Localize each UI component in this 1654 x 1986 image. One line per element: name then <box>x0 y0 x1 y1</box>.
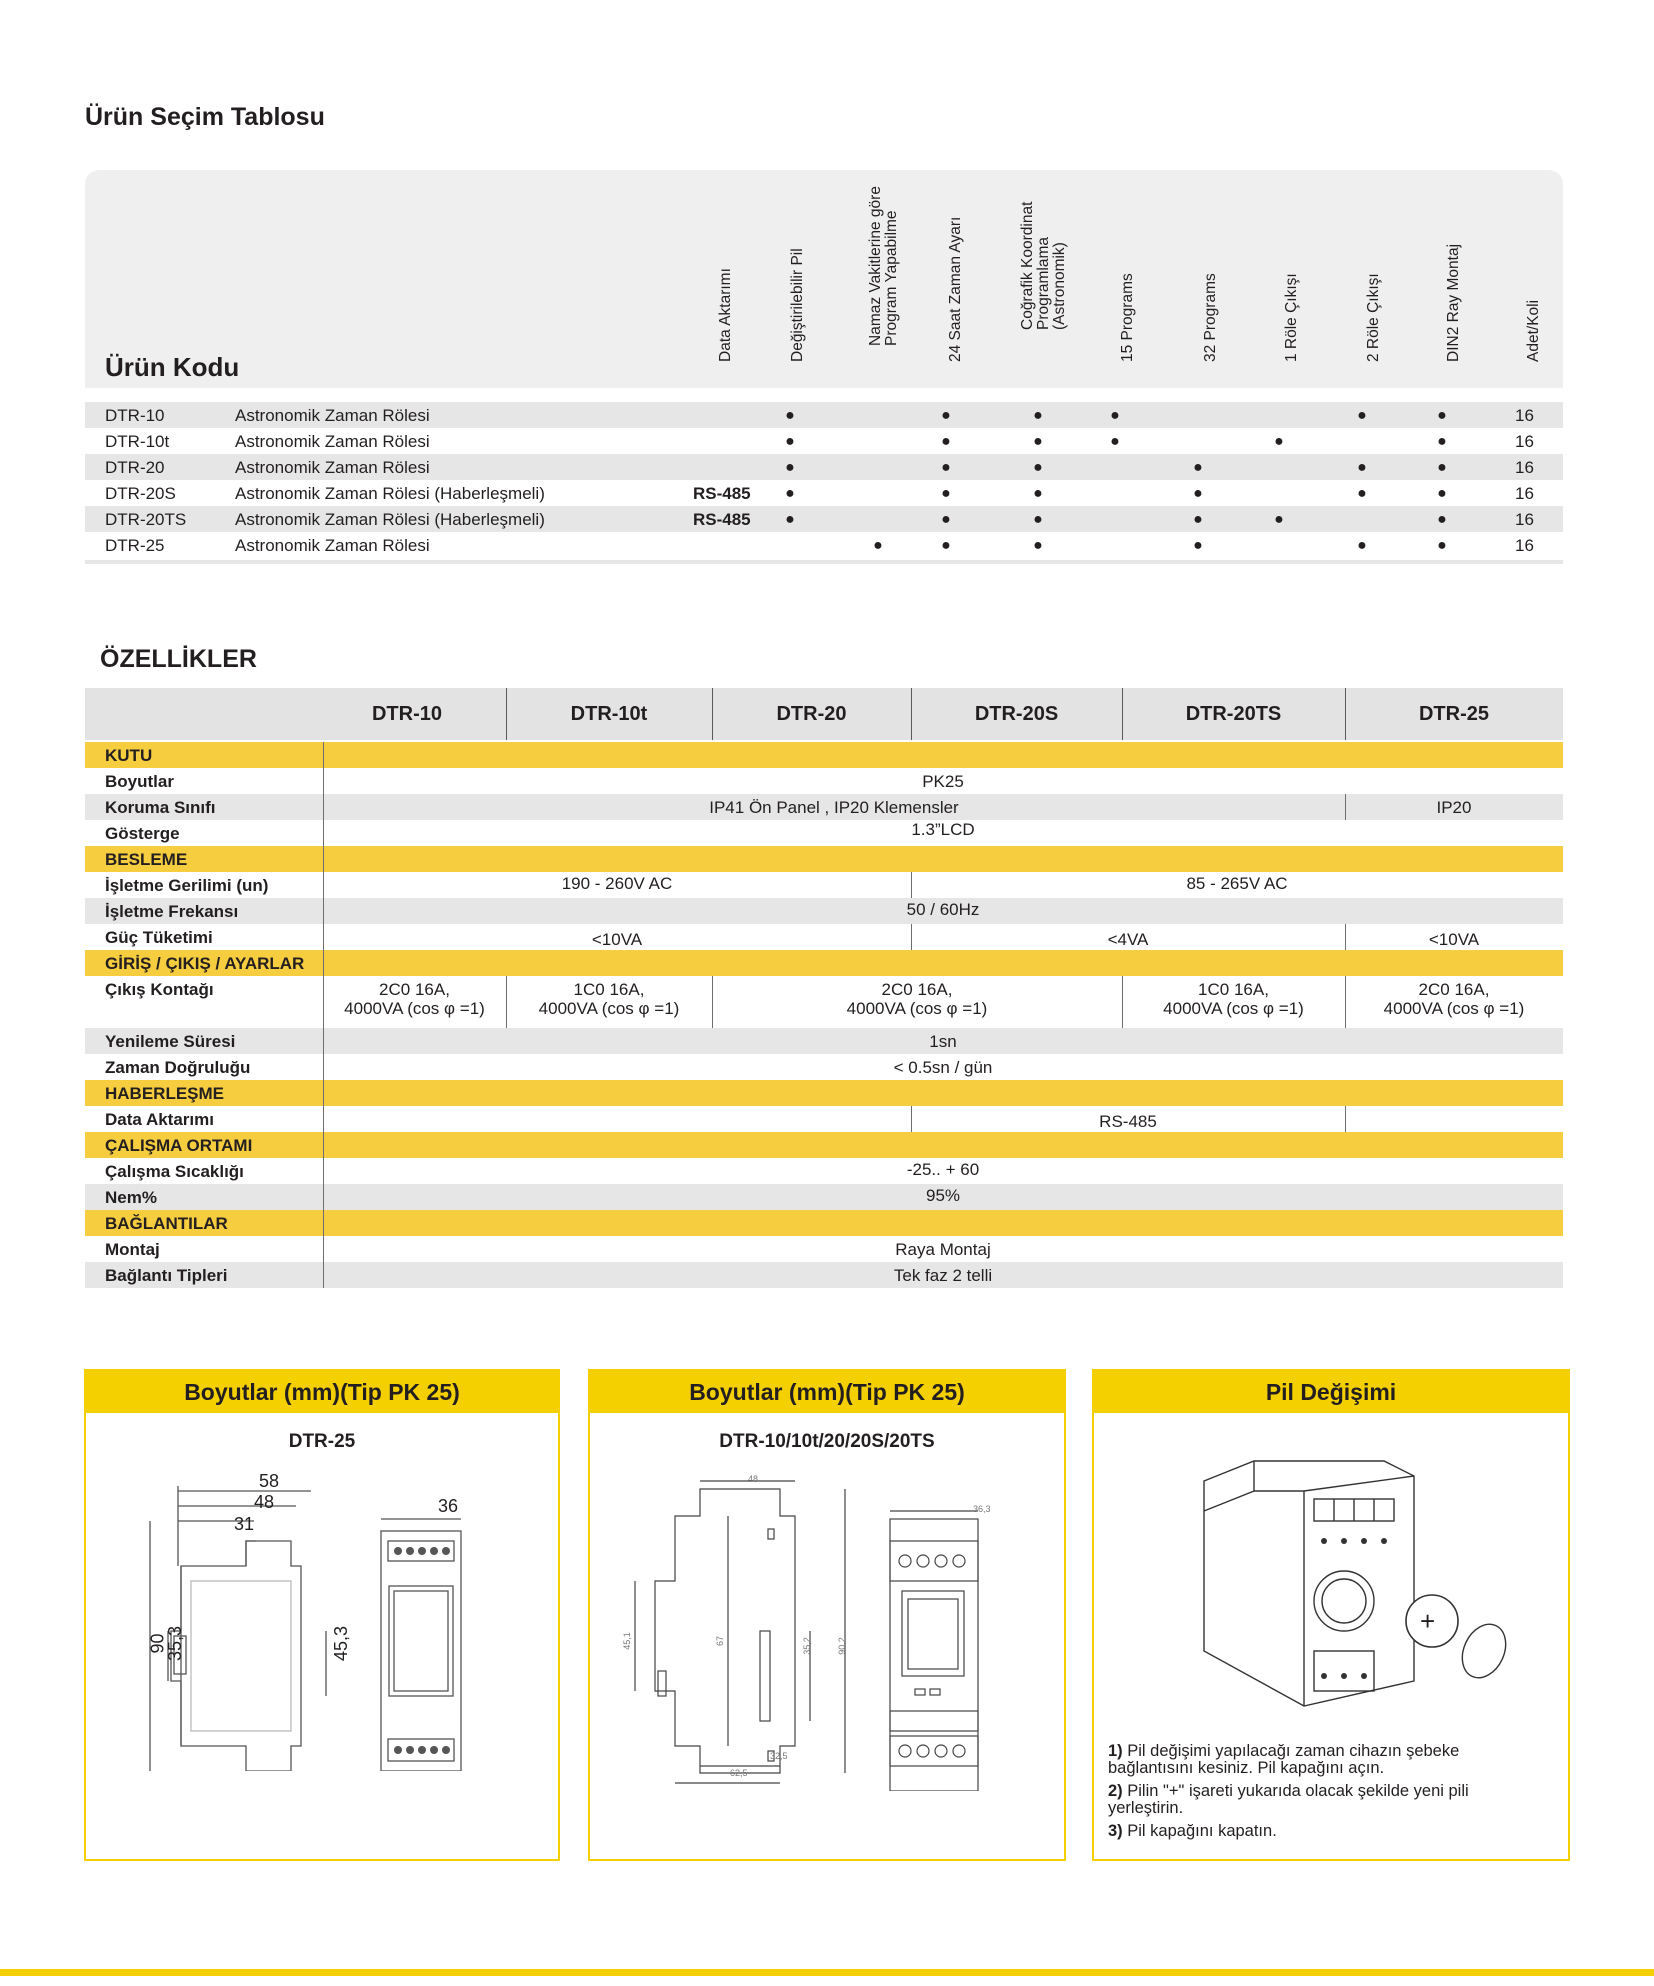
product-name: Astronomik Zaman Rölesi <box>235 458 430 477</box>
feature-dot-saat24: ● <box>941 511 951 528</box>
dim-45-1: 45,1 <box>621 1632 632 1650</box>
qty-per-box: 16 <box>1515 432 1534 451</box>
feature-dot-role2: ● <box>1357 407 1367 424</box>
row-gerilim: İşletme Gerilimi (un) 190 - 260V AC 85 - 265V AC <box>85 872 1563 898</box>
guc-b-value: <4VA <box>1107 930 1149 949</box>
feature-dot-cografik: ● <box>1033 433 1043 450</box>
dim-36-3: 36,3 <box>973 1504 991 1514</box>
montaj-value: Raya Montaj <box>895 1240 991 1259</box>
product-code: DTR-25 <box>105 536 165 555</box>
feature-dot-namaz: ● <box>873 537 883 554</box>
feature-dot-cografik: ● <box>1033 537 1043 554</box>
model-dtr-25: DTR-25 <box>1418 702 1489 725</box>
specs-title: ÖZELLİKLER <box>100 645 257 673</box>
dogruluk-value: < 0.5sn / gün <box>893 1058 993 1077</box>
table-row <box>85 532 1563 558</box>
product-name: Astronomik Zaman Rölesi <box>235 432 430 451</box>
section-baglantilar: BAĞLANTILAR <box>85 1210 1563 1236</box>
feature-dot-p32: ● <box>1193 511 1203 528</box>
row-yenileme: Yenileme Süresi 1sn <box>85 1028 1563 1054</box>
koruma-dtr25-value: IP20 <box>1436 798 1472 817</box>
feature-dot-pil: ● <box>785 407 795 424</box>
section-calisma: ÇALIŞMA ORTAMI <box>85 1132 1563 1158</box>
qty-per-box: 16 <box>1515 510 1534 529</box>
feature-dot-saat24: ● <box>941 537 951 554</box>
cikis-divider-1 <box>506 976 507 1028</box>
feature-dot-pil: ● <box>785 459 795 476</box>
product-code: DTR-10t <box>105 432 170 451</box>
guc-divider-1 <box>911 924 912 950</box>
product-code: DTR-10 <box>105 406 165 425</box>
table-row <box>85 454 1563 480</box>
table-row <box>85 480 1563 506</box>
box3-title: Pil Değişimi <box>1094 1371 1568 1413</box>
row-gosterge: Gösterge 1.3”LCD <box>85 820 1563 846</box>
product-code-header: Ürün Kodu <box>105 352 240 382</box>
feature-dot-role2: ● <box>1357 459 1367 476</box>
feature-dot-pil: ● <box>785 511 795 528</box>
box2-subtitle: DTR-10/10t/20/20S/20TS <box>719 1431 935 1452</box>
boyutlar-value: PK25 <box>922 772 964 791</box>
data-divider-2 <box>1345 1106 1346 1132</box>
qty-per-box: 16 <box>1515 536 1534 555</box>
row-dogruluk: Zaman Doğruluğu < 0.5sn / gün <box>85 1054 1563 1080</box>
dim-35-3: 35,3 <box>165 1625 186 1662</box>
cikis-divider-3 <box>1122 976 1123 1028</box>
feature-dot-p32: ● <box>1193 459 1203 476</box>
gerilim-a-value: 190 - 260V AC <box>561 874 673 893</box>
specs-header <box>85 688 1563 740</box>
box1-subtitle: DTR-25 <box>288 1431 356 1452</box>
table-row <box>85 428 1563 454</box>
feature-dot-role1: ● <box>1274 433 1284 450</box>
feature-dot-role2: ● <box>1357 537 1367 554</box>
guc-a-value: <10VA <box>591 930 643 949</box>
dim-48: 48 <box>748 1474 759 1484</box>
koruma-divider <box>1345 794 1346 820</box>
row-montaj: Montaj Raya Montaj <box>85 1236 1563 1262</box>
step-2: 2) Pilin "+" işareti yukarıda olacak şekilde yeni pili yerleştirin. <box>1108 1782 1469 1817</box>
dim-35-2: 35,2 <box>801 1637 812 1655</box>
plus-sign: + <box>1420 1606 1436 1636</box>
selection-bottom-border <box>85 560 1563 564</box>
data-transfer-value: RS-485 <box>693 510 751 529</box>
model-dtr-20s: DTR-20S <box>974 702 1059 725</box>
model-dtr-20ts: DTR-20TS <box>1185 702 1282 725</box>
sicaklik-value: -25.. + 60 <box>906 1160 980 1179</box>
product-name: Astronomik Zaman Rölesi <box>235 536 430 555</box>
gerilim-divider <box>911 872 912 898</box>
feature-dot-pil: ● <box>785 485 795 502</box>
cikis-divider-2 <box>712 976 713 1028</box>
battery-change-box <box>1092 1369 1570 1861</box>
feature-dot-saat24: ● <box>941 407 951 424</box>
gerilim-b-value: 85 - 265V AC <box>1186 874 1288 893</box>
table-row <box>85 402 1563 428</box>
selection-header <box>85 170 1563 388</box>
data-divider-1 <box>911 1106 912 1132</box>
product-name: Astronomik Zaman Rölesi <box>235 406 430 425</box>
section-haberlesme: HABERLEŞME <box>85 1080 1563 1106</box>
dim-31: 31 <box>234 1514 255 1534</box>
model-dtr-10t: DTR-10t <box>570 702 648 725</box>
yenileme-value: 1sn <box>929 1032 957 1051</box>
qty-per-box: 16 <box>1515 458 1534 477</box>
feature-dot-din: ● <box>1437 459 1447 476</box>
product-name: Astronomik Zaman Rölesi (Haberleşmeli) <box>235 484 545 503</box>
dtr25-dimension-drawing <box>136 1471 556 1771</box>
koruma-value: IP41 Ön Panel , IP20 Klemensler <box>709 798 959 817</box>
cikis-dtr10t: 1C0 16A, 4000VA (cos φ =1) <box>538 980 680 1018</box>
feature-dot-pil: ● <box>785 433 795 450</box>
dim-36: 36 <box>438 1496 459 1516</box>
feature-dot-saat24: ● <box>941 433 951 450</box>
feature-dot-cografik: ● <box>1033 407 1043 424</box>
step-1: 1) Pil değişimi yapılacağı zaman cihazın şebeke bağlantısını kesiniz. Pil kapağını açın. <box>1108 1742 1460 1777</box>
feature-dot-p15: ● <box>1110 407 1120 424</box>
row-cikis: Çıkış Kontağı 2C0 16A, 4000VA (cos φ =1) 1C0 16A, 4000VA (cos φ =1) 2C0 16A, 4000VA (cos φ =1) 1C0 16A, 4000VA (cos φ =1) 2C0 16A, 4000VA (cos φ =1) <box>85 976 1563 1028</box>
dim-90: 90 <box>147 1633 168 1654</box>
feature-dot-saat24: ● <box>941 485 951 502</box>
cikis-dtr25: 2C0 16A, 4000VA (cos φ =1) <box>1383 980 1525 1018</box>
row-sicaklik: Çalışma Sıcaklığı -25.. + 60 <box>85 1158 1563 1184</box>
feature-dot-din: ● <box>1437 485 1447 502</box>
feature-dot-cografik: ● <box>1033 511 1043 528</box>
row-guc: Güç Tüketimi <10VA <4VA <10VA <box>85 924 1563 950</box>
dim-62-5: 62,5 <box>730 1768 748 1778</box>
feature-dot-p32: ● <box>1193 537 1203 554</box>
cikis-divider-4 <box>1345 976 1346 1028</box>
footer-yellow-bar <box>0 1969 1654 1976</box>
frekans-value: 50 / 60Hz <box>906 900 980 919</box>
data-transfer-value: RS-485 <box>693 484 751 503</box>
feature-dot-din: ● <box>1437 511 1447 528</box>
product-code: DTR-20TS <box>105 510 187 529</box>
table-row <box>85 506 1563 532</box>
feature-dot-din: ● <box>1437 537 1447 554</box>
product-code: DTR-20S <box>105 484 176 503</box>
dim-45-3: 45,3 <box>331 1625 352 1662</box>
product-name: Astronomik Zaman Rölesi (Haberleşmeli) <box>235 510 545 529</box>
dimensions-box-dtr10-20 <box>588 1369 1066 1861</box>
dtr10-dimension-drawing <box>620 1471 1040 1791</box>
feature-dot-din: ● <box>1437 407 1447 424</box>
feature-dot-din: ● <box>1437 433 1447 450</box>
label-column-divider <box>323 742 324 1288</box>
guc-divider-2 <box>1345 924 1346 950</box>
step-3: 3) Pil kapağını kapatın. <box>1108 1822 1277 1840</box>
row-frekans: İşletme Frekansı 50 / 60Hz <box>85 898 1563 924</box>
cikis-dtr10: 2C0 16A, 4000VA (cos φ =1) <box>344 980 485 1018</box>
qty-per-box: 16 <box>1515 484 1534 503</box>
feature-dot-role1: ● <box>1274 511 1284 528</box>
feature-dot-role2: ● <box>1357 485 1367 502</box>
feature-dot-p32: ● <box>1193 485 1203 502</box>
feature-dot-saat24: ● <box>941 459 951 476</box>
gosterge-value: 1.3”LCD <box>911 820 975 839</box>
section-besleme: BESLEME <box>85 846 1563 872</box>
row-nem: Nem% 95% <box>85 1184 1563 1210</box>
section-giris: GİRİŞ / ÇIKIŞ / AYARLAR <box>85 950 1563 976</box>
box2-title: Boyutlar (mm)(Tip PK 25) <box>590 1371 1064 1413</box>
section-kutu: KUTU <box>85 742 1563 768</box>
dim-67: 67 <box>715 1635 726 1647</box>
data-aktarimi-value: RS-485 <box>1099 1112 1157 1131</box>
row-data-aktarimi: Data Aktarımı RS-485 <box>85 1106 1563 1132</box>
cikis-dtr20ts: 1C0 16A, 4000VA (cos φ =1) <box>1163 980 1304 1018</box>
dimensions-box-dtr25 <box>84 1369 560 1861</box>
feature-dot-cografik: ● <box>1033 459 1043 476</box>
box1-title: Boyutlar (mm)(Tip PK 25) <box>86 1371 558 1413</box>
row-boyutlar: Boyutlar PK25 <box>85 768 1563 794</box>
row-koruma: Koruma Sınıfı IP41 Ön Panel , IP20 Klemensler IP20 <box>85 794 1563 820</box>
selection-title: Ürün Seçim Tablosu <box>85 103 325 131</box>
model-dtr-20: DTR-20 <box>776 702 847 725</box>
row-baglanti-tipleri: Bağlantı Tipleri Tek faz 2 telli <box>85 1262 1563 1288</box>
feature-dot-cografik: ● <box>1033 485 1043 502</box>
dim-48: 48 <box>254 1492 275 1512</box>
product-code: DTR-20 <box>105 458 165 477</box>
qty-per-box: 16 <box>1515 406 1534 425</box>
baglanti-tipleri-value: Tek faz 2 telli <box>893 1266 993 1285</box>
cikis-dtr20-20s: 2C0 16A, 4000VA (cos φ =1) <box>846 980 988 1018</box>
model-dtr-10: DTR-10 <box>371 702 442 725</box>
feature-dot-p15: ● <box>1110 433 1120 450</box>
guc-c-value: <10VA <box>1428 930 1480 949</box>
dim-90-2: 90,2 <box>836 1637 847 1655</box>
battery-change-illustration <box>1194 1451 1514 1721</box>
battery-steps <box>1108 1743 1548 1846</box>
dim-32-5: 32,5 <box>770 1751 788 1761</box>
dim-58: 58 <box>259 1471 280 1491</box>
nem-value: 95% <box>925 1186 961 1205</box>
